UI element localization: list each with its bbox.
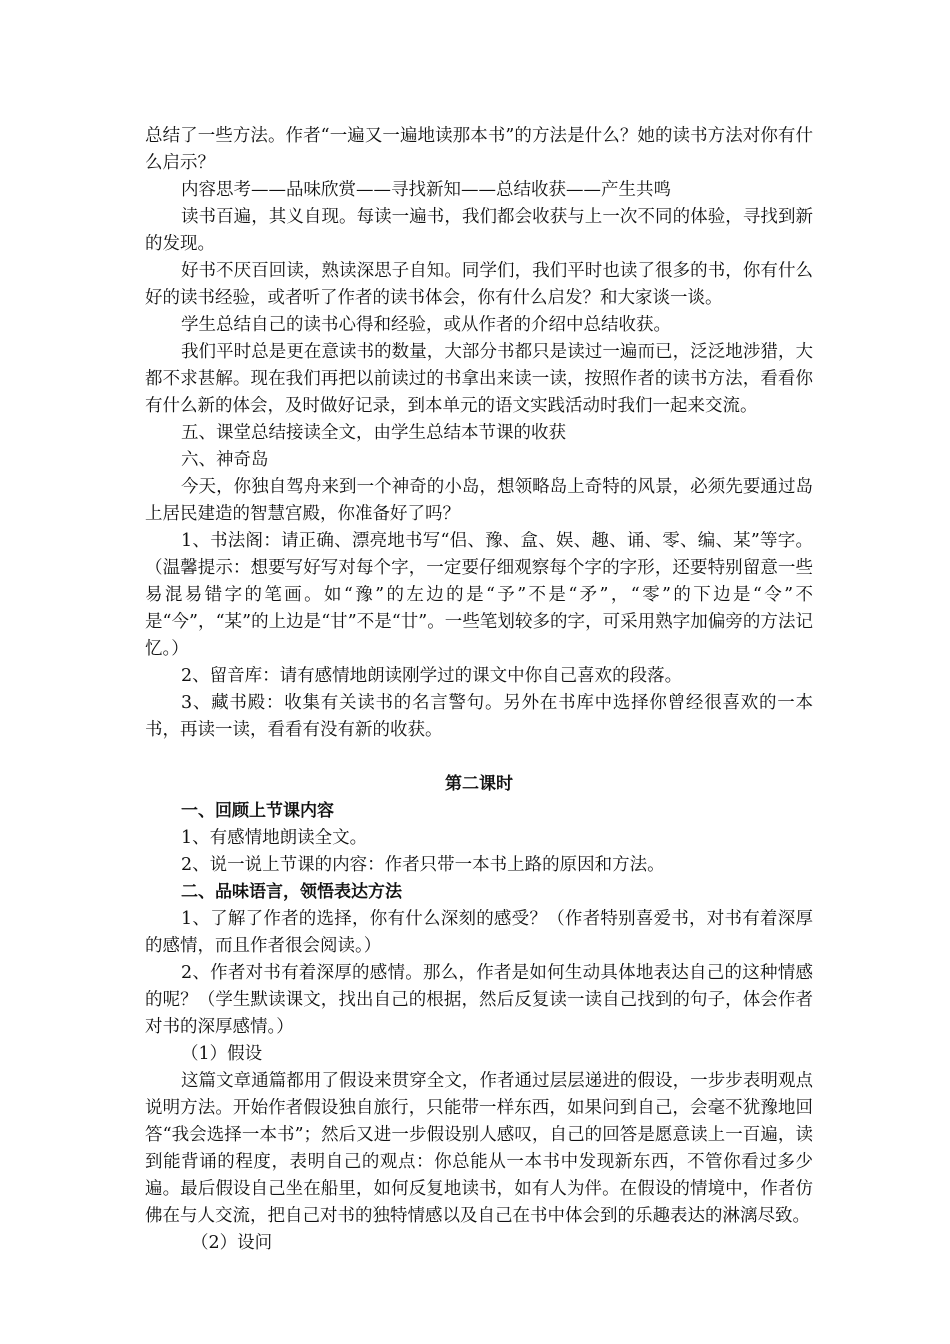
paragraph: 学生总结自己的读书心得和经验，或从作者的介绍中总结收获。	[181, 315, 671, 335]
section-heading: 五、课堂总结接读全文，由学生总结本节课的收获	[181, 423, 566, 443]
subheading: （2）设问	[191, 1233, 273, 1253]
document-body	[145, 123, 813, 1257]
paragraph: 总结了一些方法。作者“一遍又一遍地读那本书”的方法是什么？她的读书方法对你有什么启示？	[145, 126, 813, 173]
lesson-title: 第二课时	[445, 774, 513, 794]
paragraph: 这篇文章通篇都用了假设来贯穿全文，作者通过层层递进的假设，一步步表明观点说明方法。开始作者假设独自旅行，只能带一样东西，如果问到自己，会毫不犹豫地回答“我会选择一本书”；然后又进一步假设别人感叹，自己的回答是愿意读上一百遍，读到能背诵的程度，表明自己的观点：你总能从一本书中发现新东西，不管你看过多少遍。最后假设自己坐在船里，如何反复地读书，如有人为伴。在假设的情境中，作者仿佛在与人交流，把自己对书的独特情感以及自己在书中体会到的乐趣表达的淋漓尽致。	[145, 1071, 813, 1226]
subheading: （1）假设	[181, 1044, 263, 1064]
section-heading: 一、回顾上节课内容	[181, 801, 334, 821]
paragraph: 今天，你独自驾舟来到一个神奇的小岛，想领略岛上奇特的风景，必须先要通过岛上居民建造的智慧宫殿，你准备好了吗？	[145, 477, 813, 524]
paragraph: 2、说一说上节课的内容：作者只带一本书上路的原因和方法。	[181, 855, 665, 875]
blank-line	[145, 744, 813, 771]
section-heading: 二、品味语言，领悟表达方法	[181, 882, 402, 902]
paragraph: 好书不厌百回读，熟读深思子自知。同学们，我们平时也读了很多的书，你有什么好的读书经验，或者听了作者的读书体会，你有什么启发？和大家谈一谈。	[145, 261, 813, 308]
paragraph: 2、作者对书有着深厚的感情。那么，作者是如何生动具体地表达自己的这种情感的呢？（学生默读课文，找出自己的根据，然后反复读一读自己找到的句子，体会作者对书的深厚感情。）	[145, 963, 813, 1037]
paragraph: 1、有感情地朗读全文。	[181, 828, 368, 848]
paragraph: 1、了解了作者的选择，你有什么深刻的感受？（作者特别喜爱书，对书有着深厚的感情，而且作者很会阅读。）	[145, 909, 813, 956]
paragraph: 内容思考——品味欣赏——寻找新知——总结收获——产生共鸣	[181, 180, 671, 200]
paragraph: 2、留音库：请有感情地朗读刚学过的课文中你自己喜欢的段落。	[181, 666, 683, 686]
paragraph: 我们平时总是更在意读书的数量，大部分书都只是读过一遍而已，泛泛地涉猎，大都不求甚解。现在我们再把以前读过的书拿出来读一读，按照作者的读书方法，看看你有什么新的体会，及时做好记录，到本单元的语文实践活动时我们一起来交流。	[145, 342, 813, 416]
paragraph: 3、藏书殿：收集有关读书的名言警句。另外在书库中选择你曾经很喜欢的一本书，再读一读，看看有没有新的收获。	[145, 693, 813, 740]
section-heading: 六、神奇岛	[181, 450, 269, 470]
paragraph: 读书百遍，其义自现。每读一遍书，我们都会收获与上一次不同的体验，寻找到新的发现。	[145, 207, 813, 254]
paragraph: 1、书法阁：请正确、漂亮地书写“侣、豫、盒、娱、趣、诵、零、编、某”等字。（温馨提示：想要写好写对每个字，一定要仔细观察每个字的字形，还要特别留意一些易混易错字的笔画。如“豫”的左边的是“予”不是“矛”，“零”的下边是“令”不是“今”，“某”的上边是“甘”不是“廿”。一些笔划较多的字，可采用熟字加偏旁的方法记忆。）	[145, 531, 813, 659]
